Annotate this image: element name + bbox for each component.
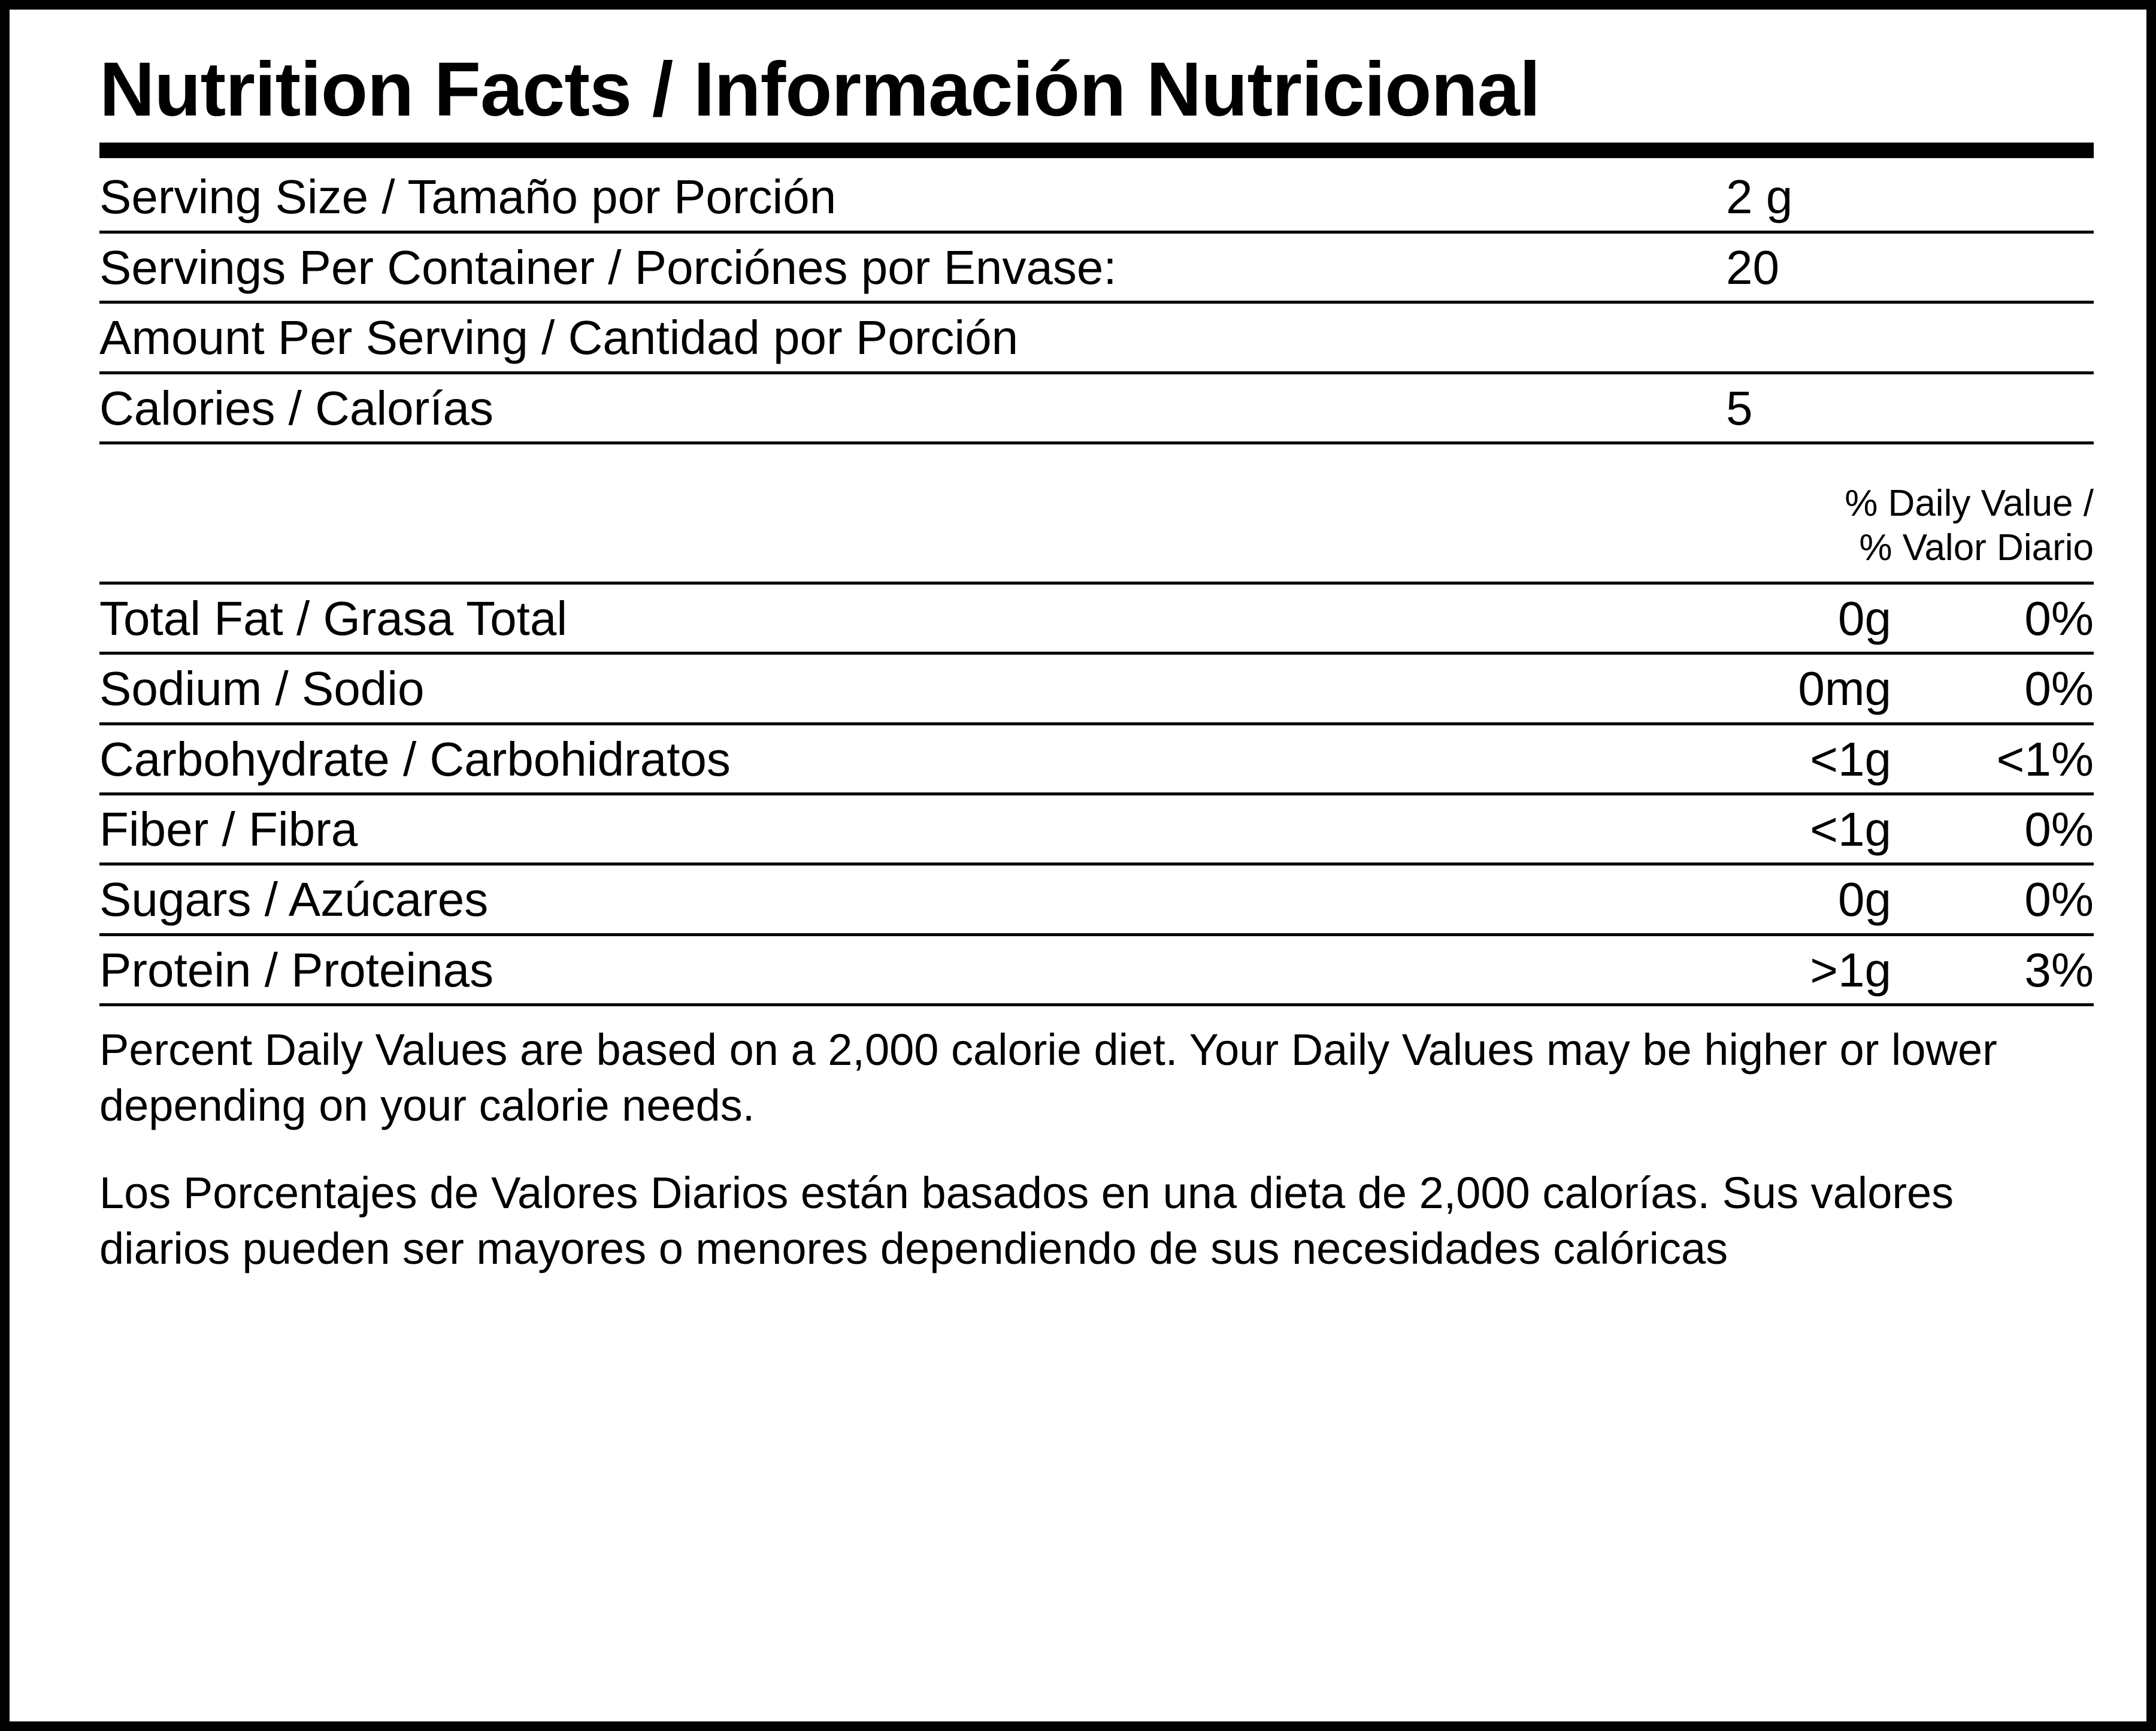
nutrient-daily-value: 3%	[2024, 943, 2094, 997]
table-row	[99, 725, 2094, 792]
nutrient-label: Sodium / Sodio	[99, 662, 425, 716]
amount-per-serving-label: Amount Per Serving / Cantidad por Porción	[99, 311, 1019, 365]
nutrient-daily-value: 0%	[2024, 662, 2094, 716]
table-row	[99, 585, 2094, 652]
serving-size-value: 2 g	[1726, 170, 1793, 224]
table-row	[99, 795, 2094, 863]
nutrient-amount: <1g	[1810, 802, 1891, 856]
nutrient-label: Sugars / Azúcares	[99, 873, 489, 927]
nutrient-label: Protein / Proteinas	[99, 943, 494, 997]
footnotes	[99, 1006, 2094, 1276]
servings-per-container-label: Servings Per Container / Porciónes por Envase:	[99, 240, 1117, 294]
nutrient-daily-value: <1%	[1996, 732, 2094, 786]
title-divider	[99, 143, 2094, 158]
calories-row	[99, 374, 2094, 441]
nutrient-label: Carbohydrate / Carbohidratos	[99, 732, 731, 786]
nutrient-label: Fiber / Fibra	[99, 802, 358, 856]
nutrient-amount: <1g	[1810, 732, 1891, 786]
nutrient-daily-value: 0%	[2024, 873, 2094, 927]
daily-value-header-line2: % Valor Diario	[1859, 527, 2094, 569]
table-row	[99, 936, 2094, 1003]
table-row	[99, 866, 2094, 933]
page-title: Nutrition Facts / Información Nutricional	[99, 47, 1540, 132]
footnote-english: Percent Daily Values are based on a 2,000 calorie diet. Your Daily Values may be higher or lower depending on your calorie needs.	[99, 1025, 1997, 1131]
calories-label: Calories / Calorías	[99, 381, 494, 435]
amount-per-serving-row	[99, 304, 2094, 371]
nutrient-label: Total Fat / Grasa Total	[99, 591, 568, 645]
nutrient-amount: >1g	[1810, 943, 1891, 997]
nutrient-amount: 0mg	[1798, 662, 1891, 716]
calories-value: 5	[1726, 381, 1753, 435]
serving-size-label: Serving Size / Tamaño por Porción	[99, 170, 837, 224]
servings-per-container-row	[99, 234, 2094, 301]
nutrient-daily-value: 0%	[2024, 591, 2094, 645]
table-row	[99, 655, 2094, 722]
daily-value-header	[99, 444, 2094, 582]
nutrition-facts-content	[99, 46, 2094, 1276]
daily-value-header-line1: % Daily Value /	[1845, 483, 2094, 525]
servings-per-container-value: 20	[1726, 240, 1779, 294]
nutrient-daily-value: 0%	[2024, 802, 2094, 856]
nutrient-amount: 0g	[1838, 873, 1891, 927]
nutrient-amount: 0g	[1838, 591, 1891, 645]
serving-size-row	[99, 163, 2094, 230]
footnote-spanish: Los Porcentajes de Valores Diarios están basados en una dieta de 2,000 calorías. Sus valores diarios pueden ser mayores o menores dependiendo de sus necesidades calóricas	[99, 1167, 1954, 1273]
